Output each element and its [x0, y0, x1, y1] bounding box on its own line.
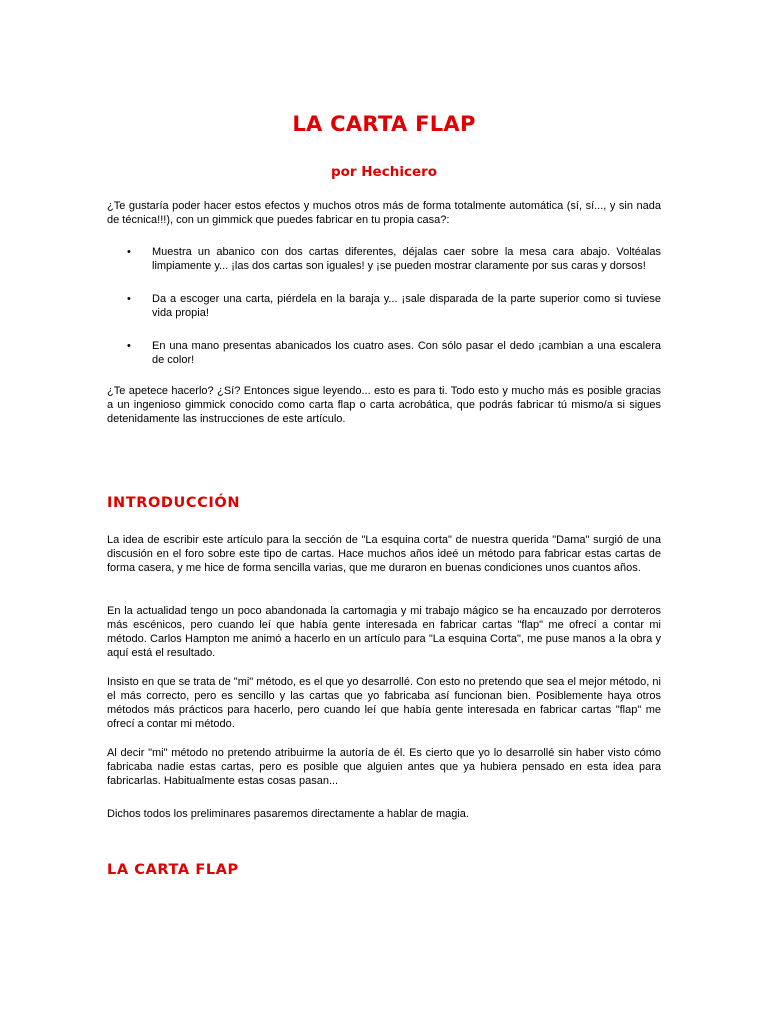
paragraph: Al decir "mi" método no pretendo atribuirme la autoría de él. Es cierto que yo lo desarrollé sin haber visto cómo fabricaba nadie estas cartas, pero es posible que alguien antes que ya hubiera pensado en esta idea para fabricarlas. Habitualmente estas cosas pasan... — [107, 747, 661, 787]
paragraph: Insisto en que se trata de "mi" método, es el que yo desarrollé. Con esto no pretendo que sea el mejor método, ni el más correcto, pero es sencillo y las cartas que yo fabricaba así funcionan bien. Posiblemente haya otros métodos más prácticos para hacerlo, pero cuando leí que había gente interesada en fabricar cartas "flap" me ofrecí a contar mi método. — [107, 676, 661, 730]
list-item-text: Da a escoger una carta, piérdela en la baraja y... ¡sale disparada de la parte superior como si tuviese vida propia! — [152, 293, 661, 319]
intro-paragraph: ¿Te gustaría poder hacer estos efectos y muchos otros más de forma totalmente automática (sí, sí..., y sin nada de técnica!!!), con un gimmick que puedes fabricar en tu propia casa?: — [107, 200, 661, 226]
paragraph: Dichos todos los preliminares pasaremos directamente a hablar de magia. — [107, 808, 469, 820]
document-subtitle: por Hechicero — [330, 164, 438, 180]
closing-paragraph: ¿Te apetece hacerlo? ¿Sí? Entonces sigue leyendo... esto es para ti. Todo esto y mucho más es posible gracias a un ingenioso gimmick conocido como carta flap o carta acrobática, que podrás fabricar tú mismo/a si sigues detenidamente las instrucciones de este artículo. — [107, 385, 661, 425]
document-title: LA CARTA FLAP — [292, 112, 476, 136]
paragraph: La idea de escribir este artículo para la sección de "La esquina corta" de nuestra querida "Dama" surgió de una discusión en el foro sobre este tipo de cartas. Hace muchos años ideé un método para fabricar estas cartas de forma casera, y me hice de forma sencilla varias, que me duraron en buenas condiciones unos cuantos años. — [107, 534, 661, 574]
paragraph: En la actualidad tengo un poco abandonada la cartomagia y mi trabajo mágico se ha encauzado por derroteros más escénicos, pero cuando leí que había gente interesada en fabricar cartas "flap" me ofrecí a contar mi método. Carlos Hampton me animó a hacerlo en un artículo para "La esquina Corta", me puse manos a la obra y aquí está el resultado. — [107, 605, 661, 659]
bullet-icon: • — [127, 293, 131, 305]
list-item-text: En una mano presentas abanicados los cuatro ases. Con sólo pasar el dedo ¡cambian a una escalera de color! — [152, 340, 661, 366]
section-heading-la-carta-flap: LA CARTA FLAP — [107, 862, 239, 878]
bullet-icon: • — [127, 246, 131, 258]
list-item-text: Muestra un abanico con dos cartas diferentes, déjalas caer sobre la mesa cara abajo. Voltéalas limpiamente y... ¡las dos cartas son iguales! y ¡se pueden mostrar claramente por sus caras y dorsos! — [152, 246, 661, 272]
bullet-icon: • — [127, 340, 131, 352]
section-heading-introduccion: INTRODUCCIÓN — [107, 495, 241, 511]
